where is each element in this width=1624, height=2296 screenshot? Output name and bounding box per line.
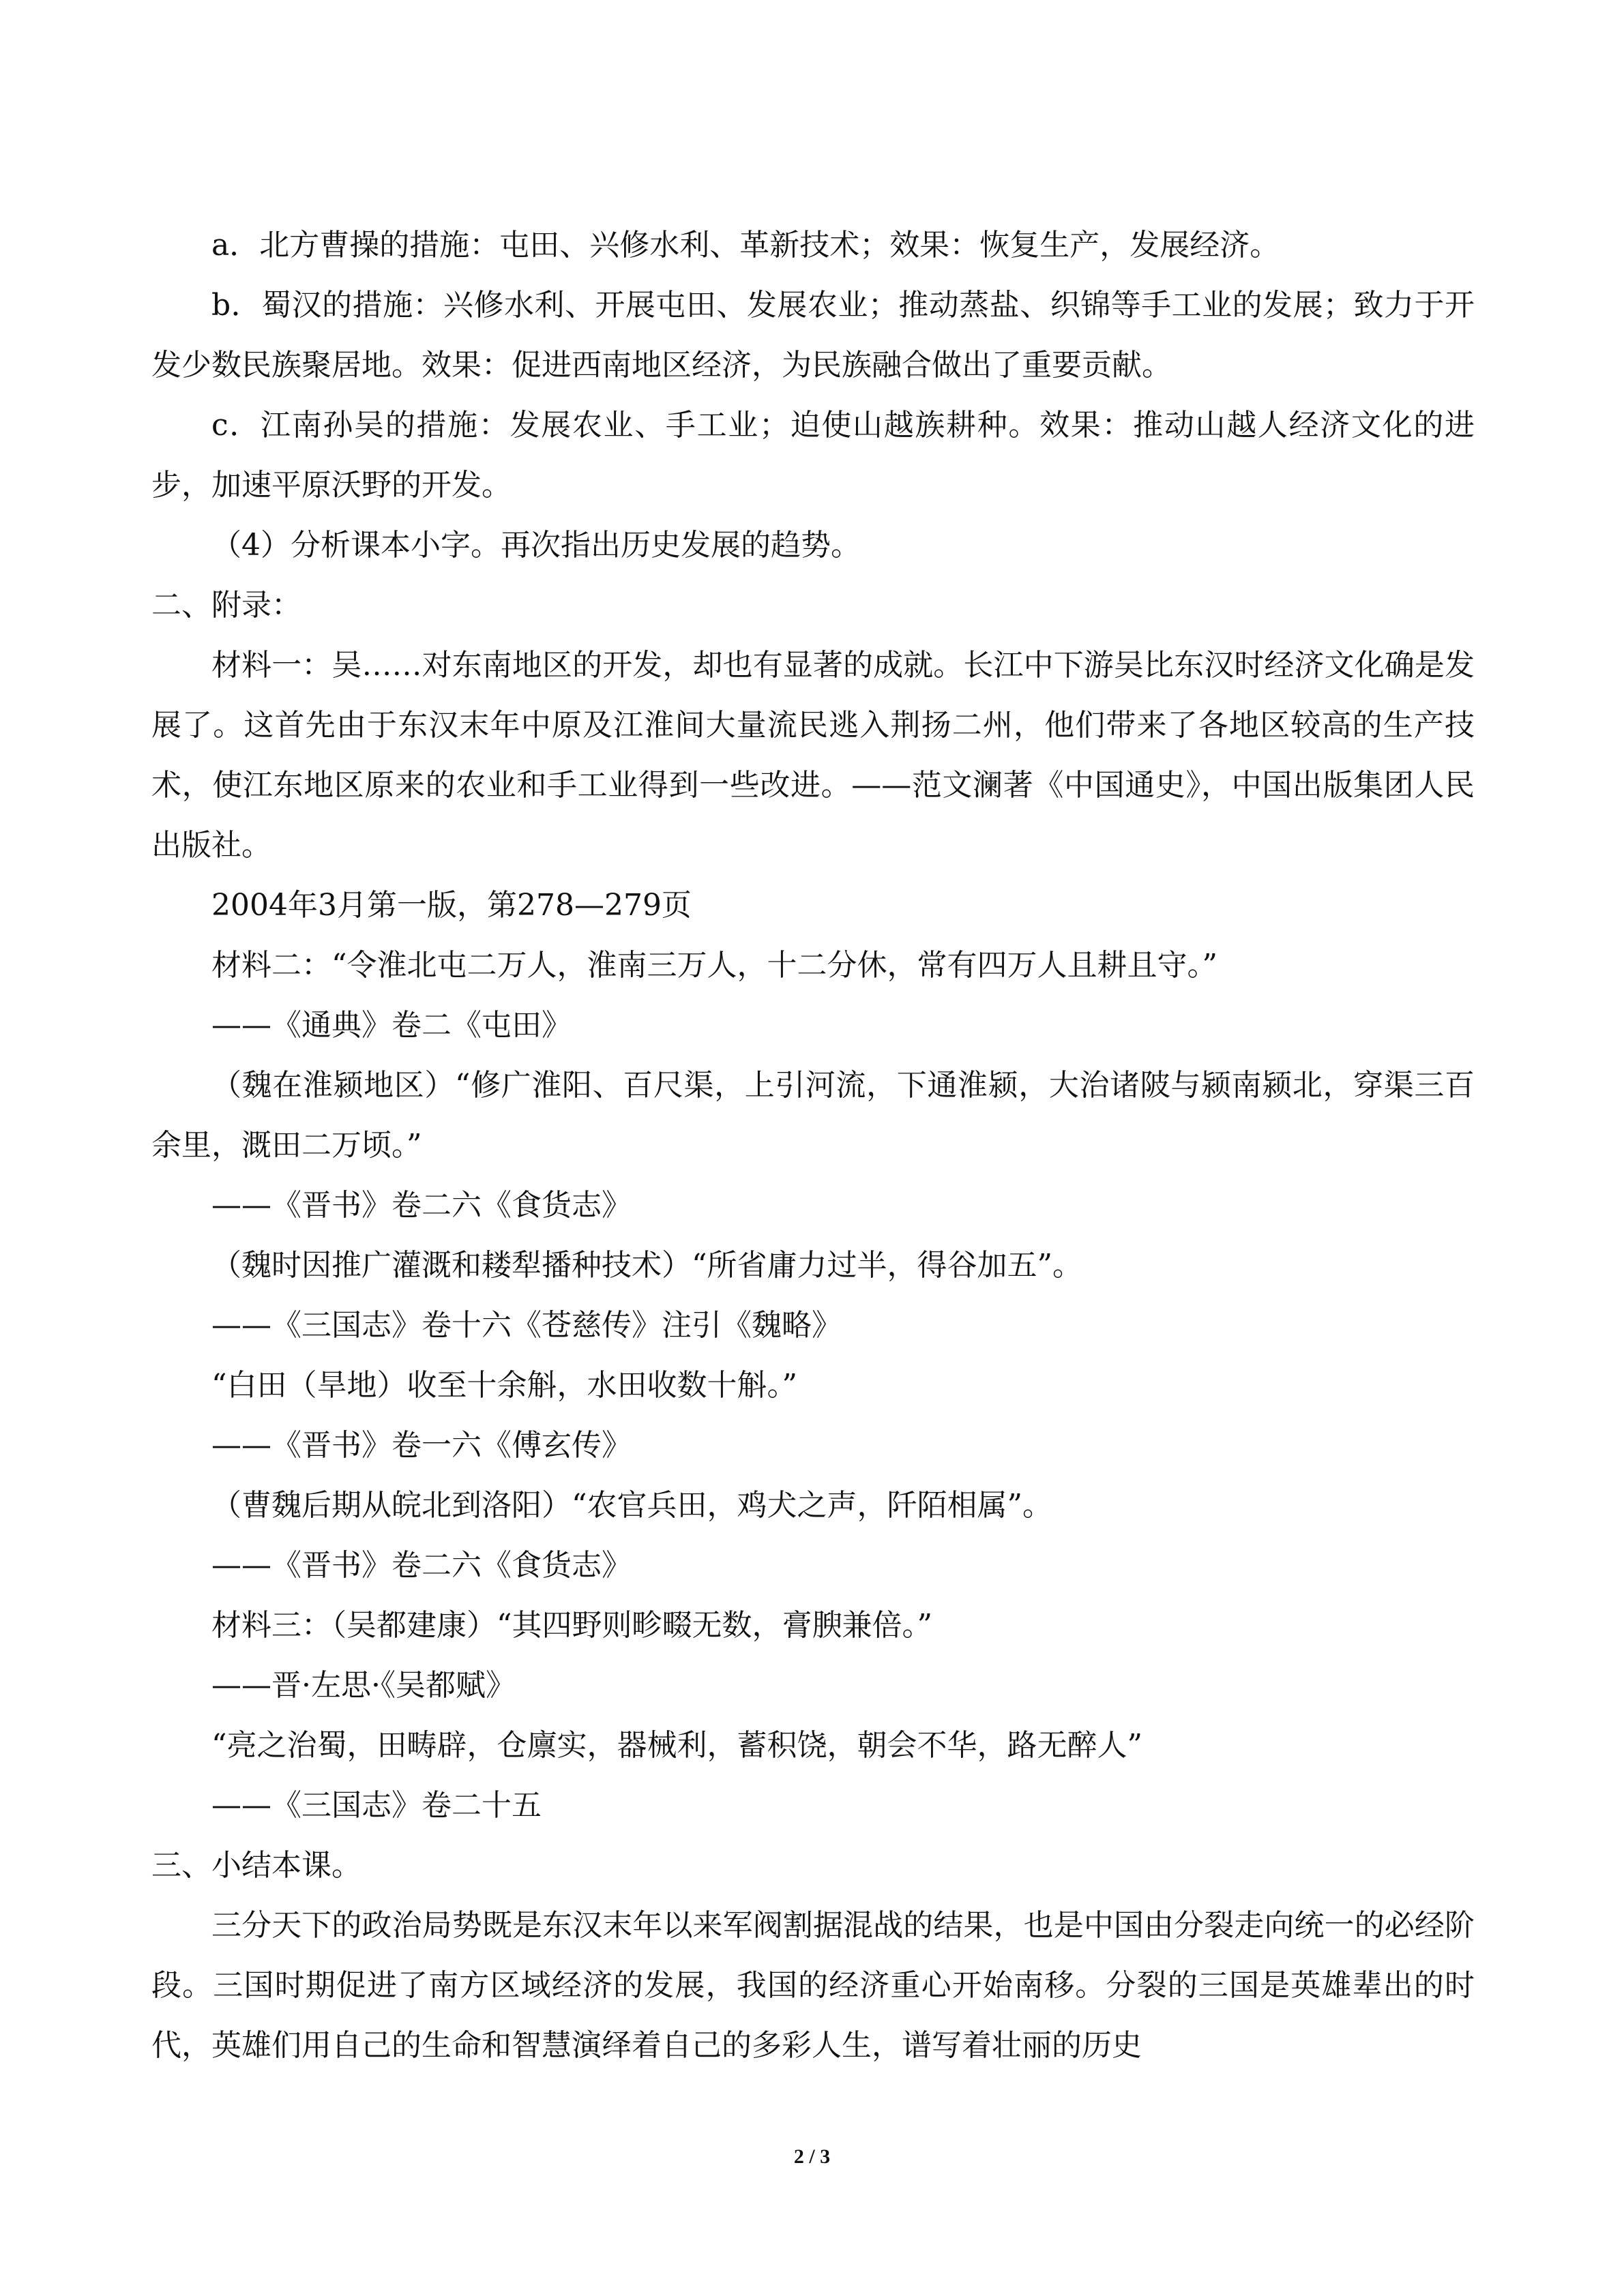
quote-zhuge-liang-source: ——《三国志》卷二十五 bbox=[211, 1788, 542, 1823]
section-heading-appendix: 二、附录： bbox=[151, 588, 301, 623]
material-one: 材料一：吴……对东南地区的开发，却也有显著的成就。长江中下游吴比东汉时经济文化确是发展了。这首先由于东汉末年中原及江淮间大量流民逃入荆扬二州，他们带来了各地区较高的生产技术，使江东地区原来的农业和手工业得到一些改进。——范文澜著《中国通史》，中国出版集团人民出版社。 bbox=[151, 648, 1475, 863]
summary-paragraph: 三分天下的政治局势既是东汉末年以来军阀割据混战的结果，也是中国由分裂走向统一的必经阶段。三国时期促进了南方区域经济的发展，我国的经济重心开始南移。分裂的三国是英雄辈出的时代，英雄们用自己的生命和智慧演绎着自己的多彩人生，谱写着壮丽的历史 bbox=[151, 1908, 1475, 2063]
quote-wei-canals: （魏在淮颍地区）“修广淮阳、百尺渠，上引河流，下通淮颍，大治诸陂与颍南颍北，穿渠三百余里，溉田二万顷。” bbox=[151, 1068, 1475, 1163]
quote-military-farms-source: ——《晋书》卷二六《食货志》 bbox=[211, 1548, 632, 1583]
point-4-analysis: （4）分析课本小字。再次指出历史发展的趋势。 bbox=[211, 528, 861, 563]
quote-military-farms: （曹魏后期从皖北到洛阳）“农官兵田，鸡犬之声，阡陌相属”。 bbox=[211, 1488, 1052, 1523]
material-three-source: ——晋·左思·《吴都赋》 bbox=[211, 1668, 516, 1703]
quote-wei-canals-source: ——《晋书》卷二六《食货志》 bbox=[211, 1188, 632, 1223]
quote-yield: “白田（旱地）收至十余斛，水田收数十斛。” bbox=[211, 1368, 797, 1403]
section-heading-summary: 三、小结本课。 bbox=[151, 1848, 361, 1883]
page-number: 2 / 3 bbox=[793, 2145, 831, 2168]
measure-north-cao-cao: a．北方曹操的措施：屯田、兴修水利、革新技术；效果：恢复生产，发展经济。 bbox=[211, 228, 1280, 263]
quote-yield-source: ——《晋书》卷一六《傅玄传》 bbox=[211, 1428, 632, 1463]
material-two-source: ——《通典》卷二《屯田》 bbox=[211, 1008, 572, 1043]
quote-zhuge-liang: “亮之治蜀，田畴辟，仓廪实，器械利，蓄积饶，朝会不华，路无醉人” bbox=[211, 1728, 1142, 1763]
measure-sun-wu: c．江南孙吴的措施：发展农业、手工业；迫使山越族耕种。效果：推动山越人经济文化的进步，加速平原沃野的开发。 bbox=[151, 408, 1475, 503]
quote-wei-irrigation: （魏时因推广灌溉和耧犁播种技术）“所省庸力过半，得谷加五”。 bbox=[211, 1248, 1082, 1283]
material-three: 材料三：（吴都建康）“其四野则畛畷无数，膏腴兼倍。” bbox=[211, 1608, 932, 1643]
material-one-edition: 2004年3月第一版，第278—279页 bbox=[211, 888, 692, 923]
material-two: 材料二：“令淮北屯二万人，淮南三万人，十二分休，常有四万人且耕且守。” bbox=[211, 948, 1217, 983]
quote-wei-irrigation-source: ——《三国志》卷十六《苍慈传》注引《魏略》 bbox=[211, 1308, 842, 1343]
document-body bbox=[151, 215, 1475, 2076]
measure-shu-han: b．蜀汉的措施：兴修水利、开展屯田、发展农业；推动蒸盐、织锦等手工业的发展；致力于开发少数民族聚居地。效果：促进西南地区经济，为民族融合做出了重要贡献。 bbox=[151, 288, 1475, 383]
